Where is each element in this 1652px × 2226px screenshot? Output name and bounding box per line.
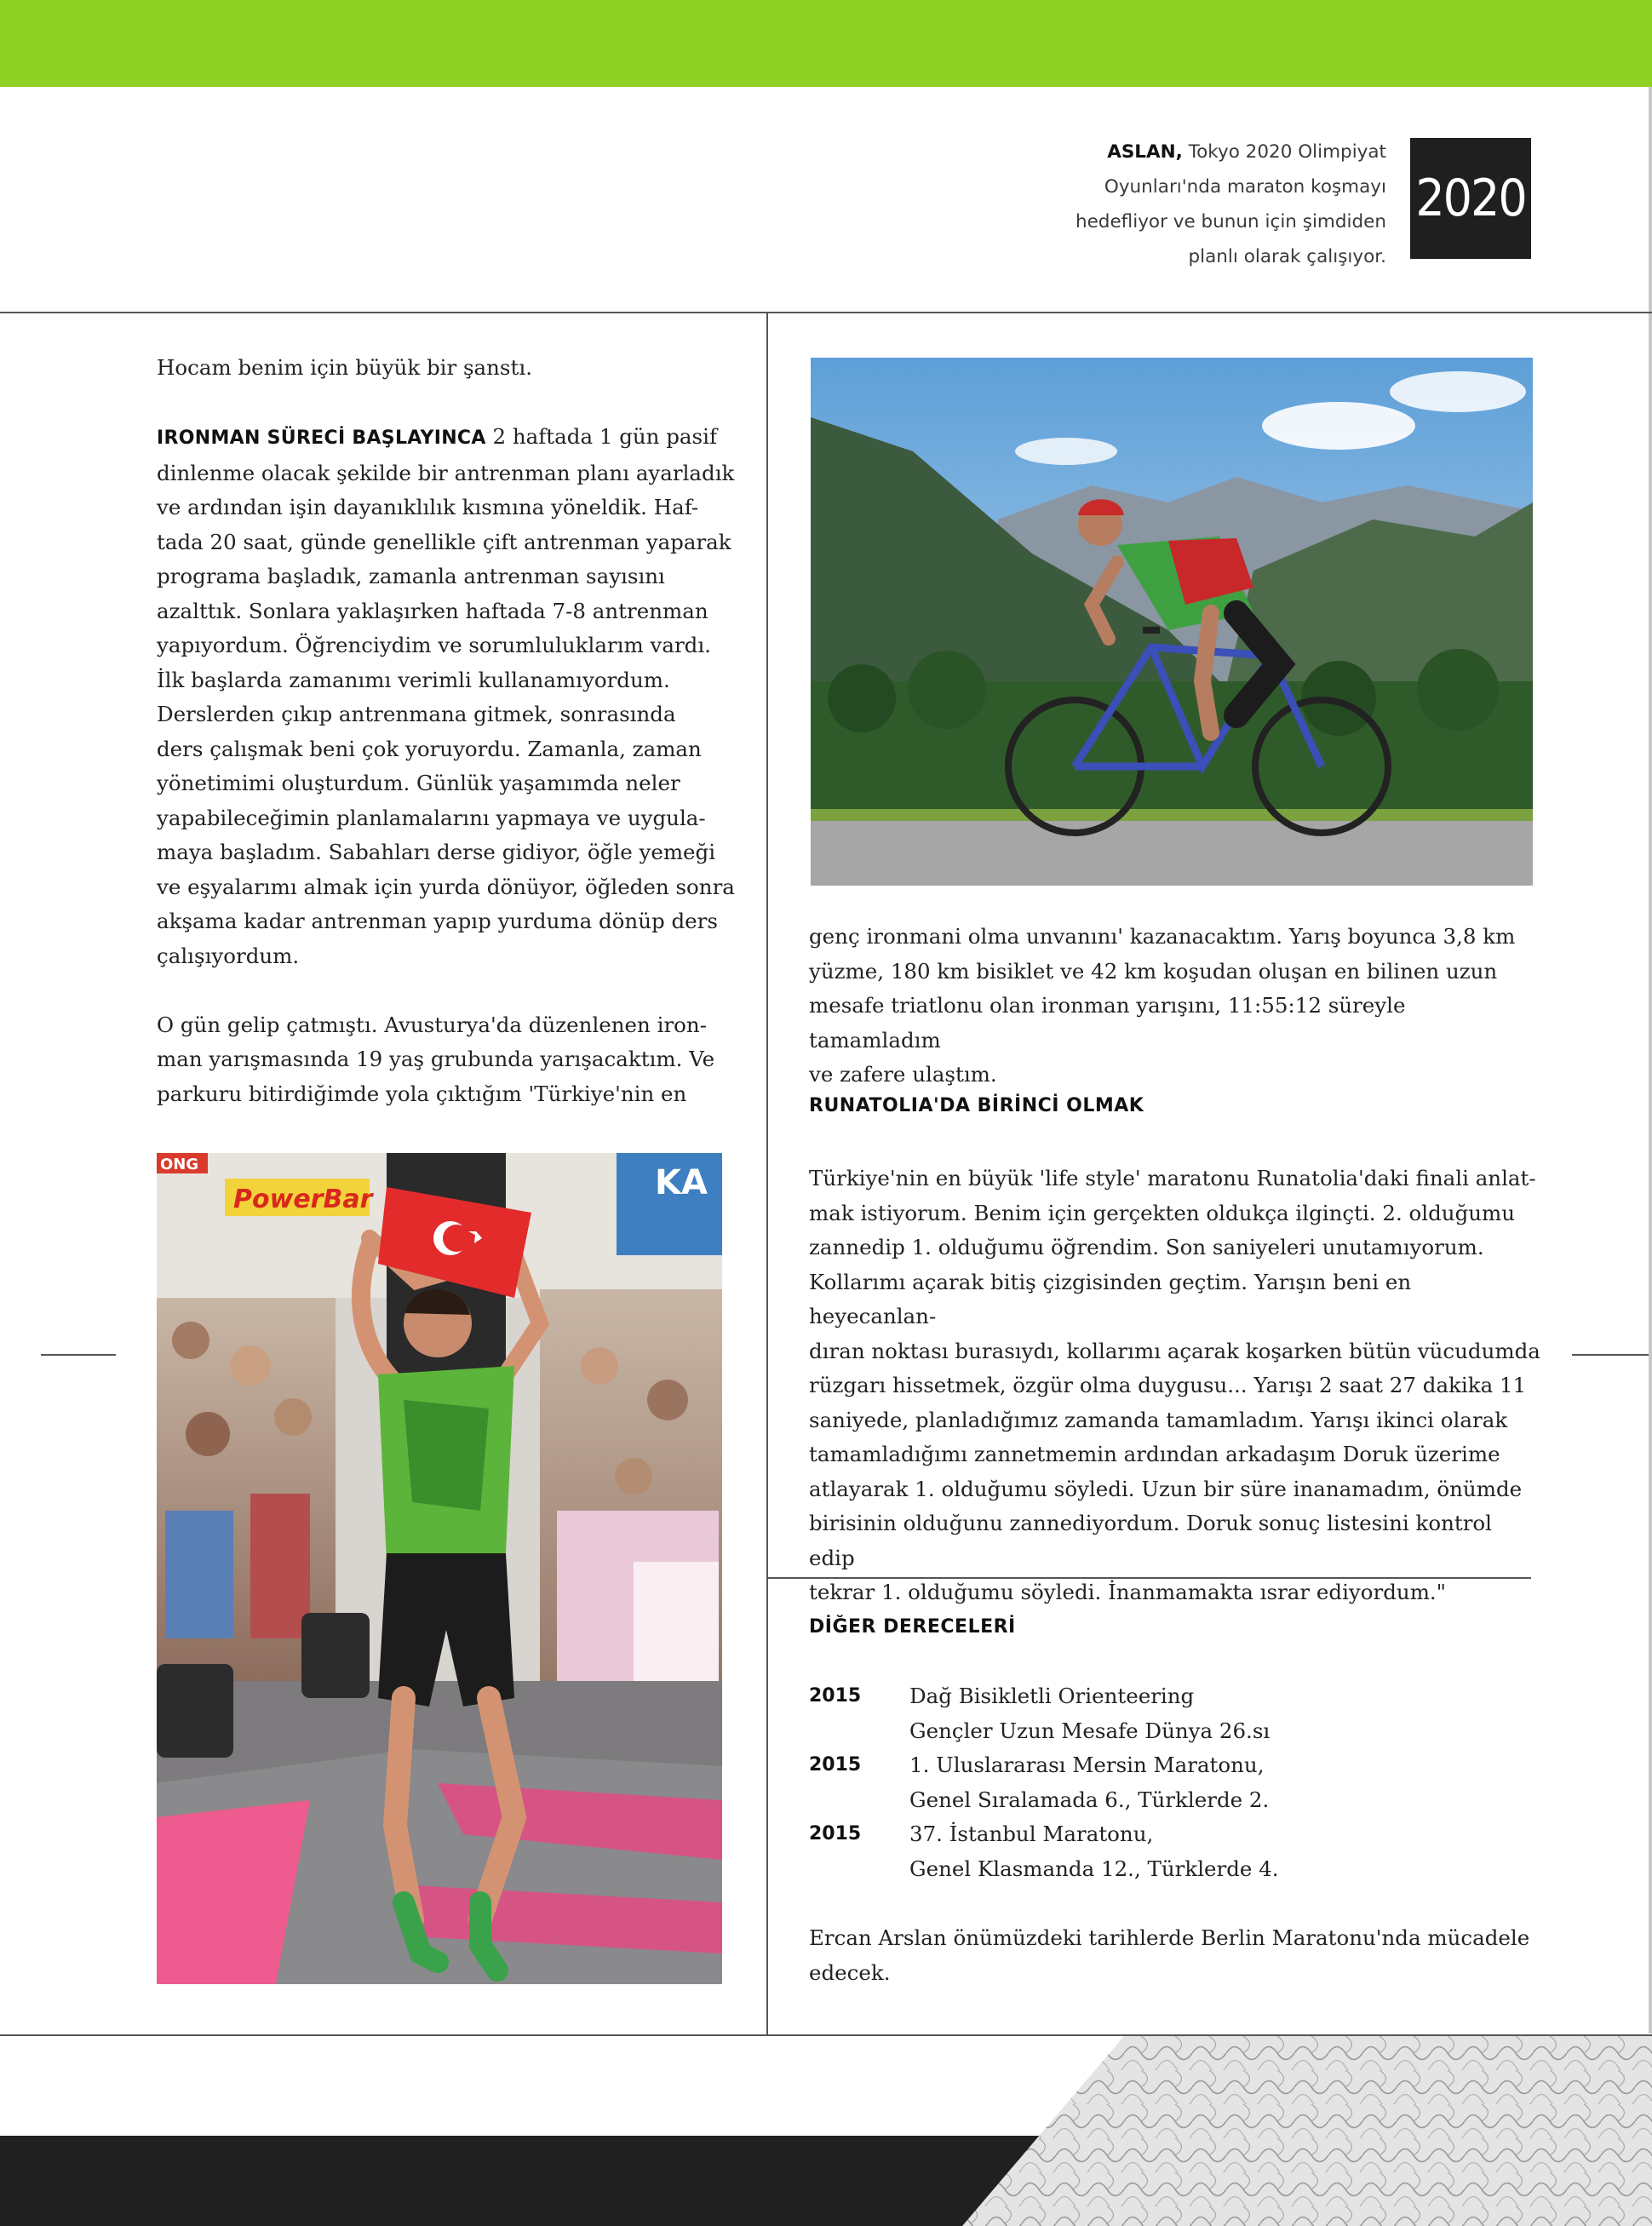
callout-line: planlı olarak çalışıyor. bbox=[1188, 246, 1386, 267]
callout-line: Oyunları'nda maraton koşmayı bbox=[1104, 176, 1386, 198]
ranks-list bbox=[809, 1679, 1541, 1886]
sign-left-text: ONG bbox=[160, 1156, 199, 1173]
rank-description: 37. İstanbul Maratonu, Genel Klasmanda 12., Türklerde 4. bbox=[909, 1822, 1279, 1881]
rank-item bbox=[809, 1748, 1541, 1817]
right-continuation-text bbox=[809, 920, 1541, 1093]
sign-right-text: KA bbox=[655, 1163, 708, 1202]
callout-line: hedefliyor ve bunun için şimdiden bbox=[1075, 211, 1386, 232]
callout-line: Tokyo 2020 Olimpiyat bbox=[1182, 141, 1386, 163]
rank-year: 2015 bbox=[809, 1685, 862, 1707]
left-margin-tick bbox=[41, 1354, 116, 1356]
rank-year: 2015 bbox=[809, 1823, 862, 1844]
top-accent-bar bbox=[0, 0, 1652, 87]
other-ranks-heading: DİĞER DERECELERİ bbox=[809, 1616, 1016, 1638]
right-margin-tick bbox=[1572, 1354, 1649, 1356]
closing-text bbox=[809, 1921, 1541, 1990]
rank-item bbox=[809, 1817, 1541, 1886]
race-paragraph: O gün gelip çatmıştı. Avusturya'da düzenlenen iron- man yarışmasında 19 yaş grubunda yarışacaktım. Ve parkuru bitirdiğimde yola çıktığım 'Türkiye'nin en bbox=[157, 1012, 715, 1106]
rank-description: Dağ Bisikletli Orienteering Gençler Uzun Mesafe Dünya 26.sı bbox=[909, 1684, 1271, 1743]
closing-paragraph: Ercan Arslan önümüzdeki tarihlerde Berlin Maratonu'nda mücadele edecek. bbox=[809, 1925, 1530, 1985]
right-edge-stripe bbox=[1649, 87, 1652, 2034]
header-divider bbox=[0, 312, 1652, 313]
cyclist-mountain-photo bbox=[811, 358, 1533, 886]
ironman-finish-illustration bbox=[157, 1153, 722, 1984]
rank-item bbox=[809, 1679, 1541, 1748]
year-badge-text: 2020 bbox=[1415, 169, 1526, 228]
rank-description: 1. Uluslararası Mersin Maratonu, Genel Sıralamada 6., Türklerde 2. bbox=[909, 1753, 1270, 1812]
footer-pattern bbox=[0, 2036, 1652, 2226]
rank-year: 2015 bbox=[809, 1754, 862, 1776]
runatolia-heading: RUNATOLIA'DA BİRİNCİ OLMAK bbox=[809, 1095, 1144, 1116]
intro-paragraph: Hocam benim için büyük bir şanstı. bbox=[157, 355, 532, 380]
year-badge bbox=[1410, 138, 1531, 259]
runatolia-text bbox=[809, 1162, 1541, 1610]
ironman-heading: IRONMAN SÜRECİ BAŞLAYINCA bbox=[157, 427, 486, 449]
header-callout bbox=[979, 135, 1386, 274]
cyclist-mountain-illustration bbox=[811, 358, 1533, 886]
column-divider bbox=[766, 313, 768, 2036]
ironman-finish-photo bbox=[157, 1153, 722, 1984]
runatolia-paragraph: Türkiye'nin en büyük 'life style' maratonu Runatolia'daki finali anlat- mak istiyorum. Benim için gerçekten oldukça ilginçti. 2. olduğumu zannedip 1. olduğumu öğrendim. Son saniyeleri unutamıyorum. Kollarımı açarak bitiş çizgisinden geçtim. Yarışın beni en heyecanlan- dıran noktası burasıydı, kollarımı açarak koşarken bütün vücudumda rüzgarı hissetmek, özgür olma duygusu... Yarışı 2 saat 27 dakika 11 saniyede, planladığımız zamanda tamamladım. Yarışı ikinci olarak tamamladığımı zannetmemin ardından arkadaşım Doruk üzerime atlayarak 1. olduğumu söyledi. Uzun bir süre inanamadım, önümde birisinin olduğunu zannediyordum. Doruk sonuç listesini kontrol edip tekrar 1. olduğumu söyledi. İnanmamakta ısrar ediyordum." bbox=[809, 1166, 1540, 1604]
callout-lead: ASLAN, bbox=[1107, 141, 1183, 163]
left-column-text bbox=[157, 351, 744, 1111]
powerbar-banner-text: PowerBar bbox=[233, 1185, 373, 1214]
ironman-paragraph: IRONMAN SÜRECİ BAŞLAYINCA 2 haftada 1 gün pasif dinlenme olacak şekilde bir antrenman planı ayarladık ve ardından işin dayanıklılık kısmına yöneldik. Haf- tada 20 saat, günde genellikle çift antrenman yaparak programa başladık, zamanla antrenman sayısını azalttık. Sonlara yaklaşırken haftada 7-8 antrenman yapıyordum. Öğrenciydim ve sorumluluklarım vardı. İlk başlarda zamanımı verimli kullanamıyordum. Derslerden çıkıp antrenmana gitmek, sonrasında ders çalışmak beni çok yoruyordu. Zamanla, zaman yönetimimi oluşturdum. Günlük yaşamımda neler yapabileceğimin planlamalarını yapmaya ve uygula- maya başladım. Sabahları derse gidiyor, öğle yemeği ve eşyalarımı almak için yurda dönüyor, öğleden sonra akşama kadar antrenman yapıp yurduma dönüp ders çalışıyordum. bbox=[157, 424, 735, 968]
continuation-paragraph: genç ironmani olma unvanını' kazanacaktım. Yarış boyunca 3,8 km yüzme, 180 km bisiklet ve 42 km koşudan oluşan en bilinen uzun mesafe triatlonu olan ironman yarışını, 11:55:12 süreyle tamamladım ve zafere ulaştım. bbox=[809, 924, 1516, 1087]
